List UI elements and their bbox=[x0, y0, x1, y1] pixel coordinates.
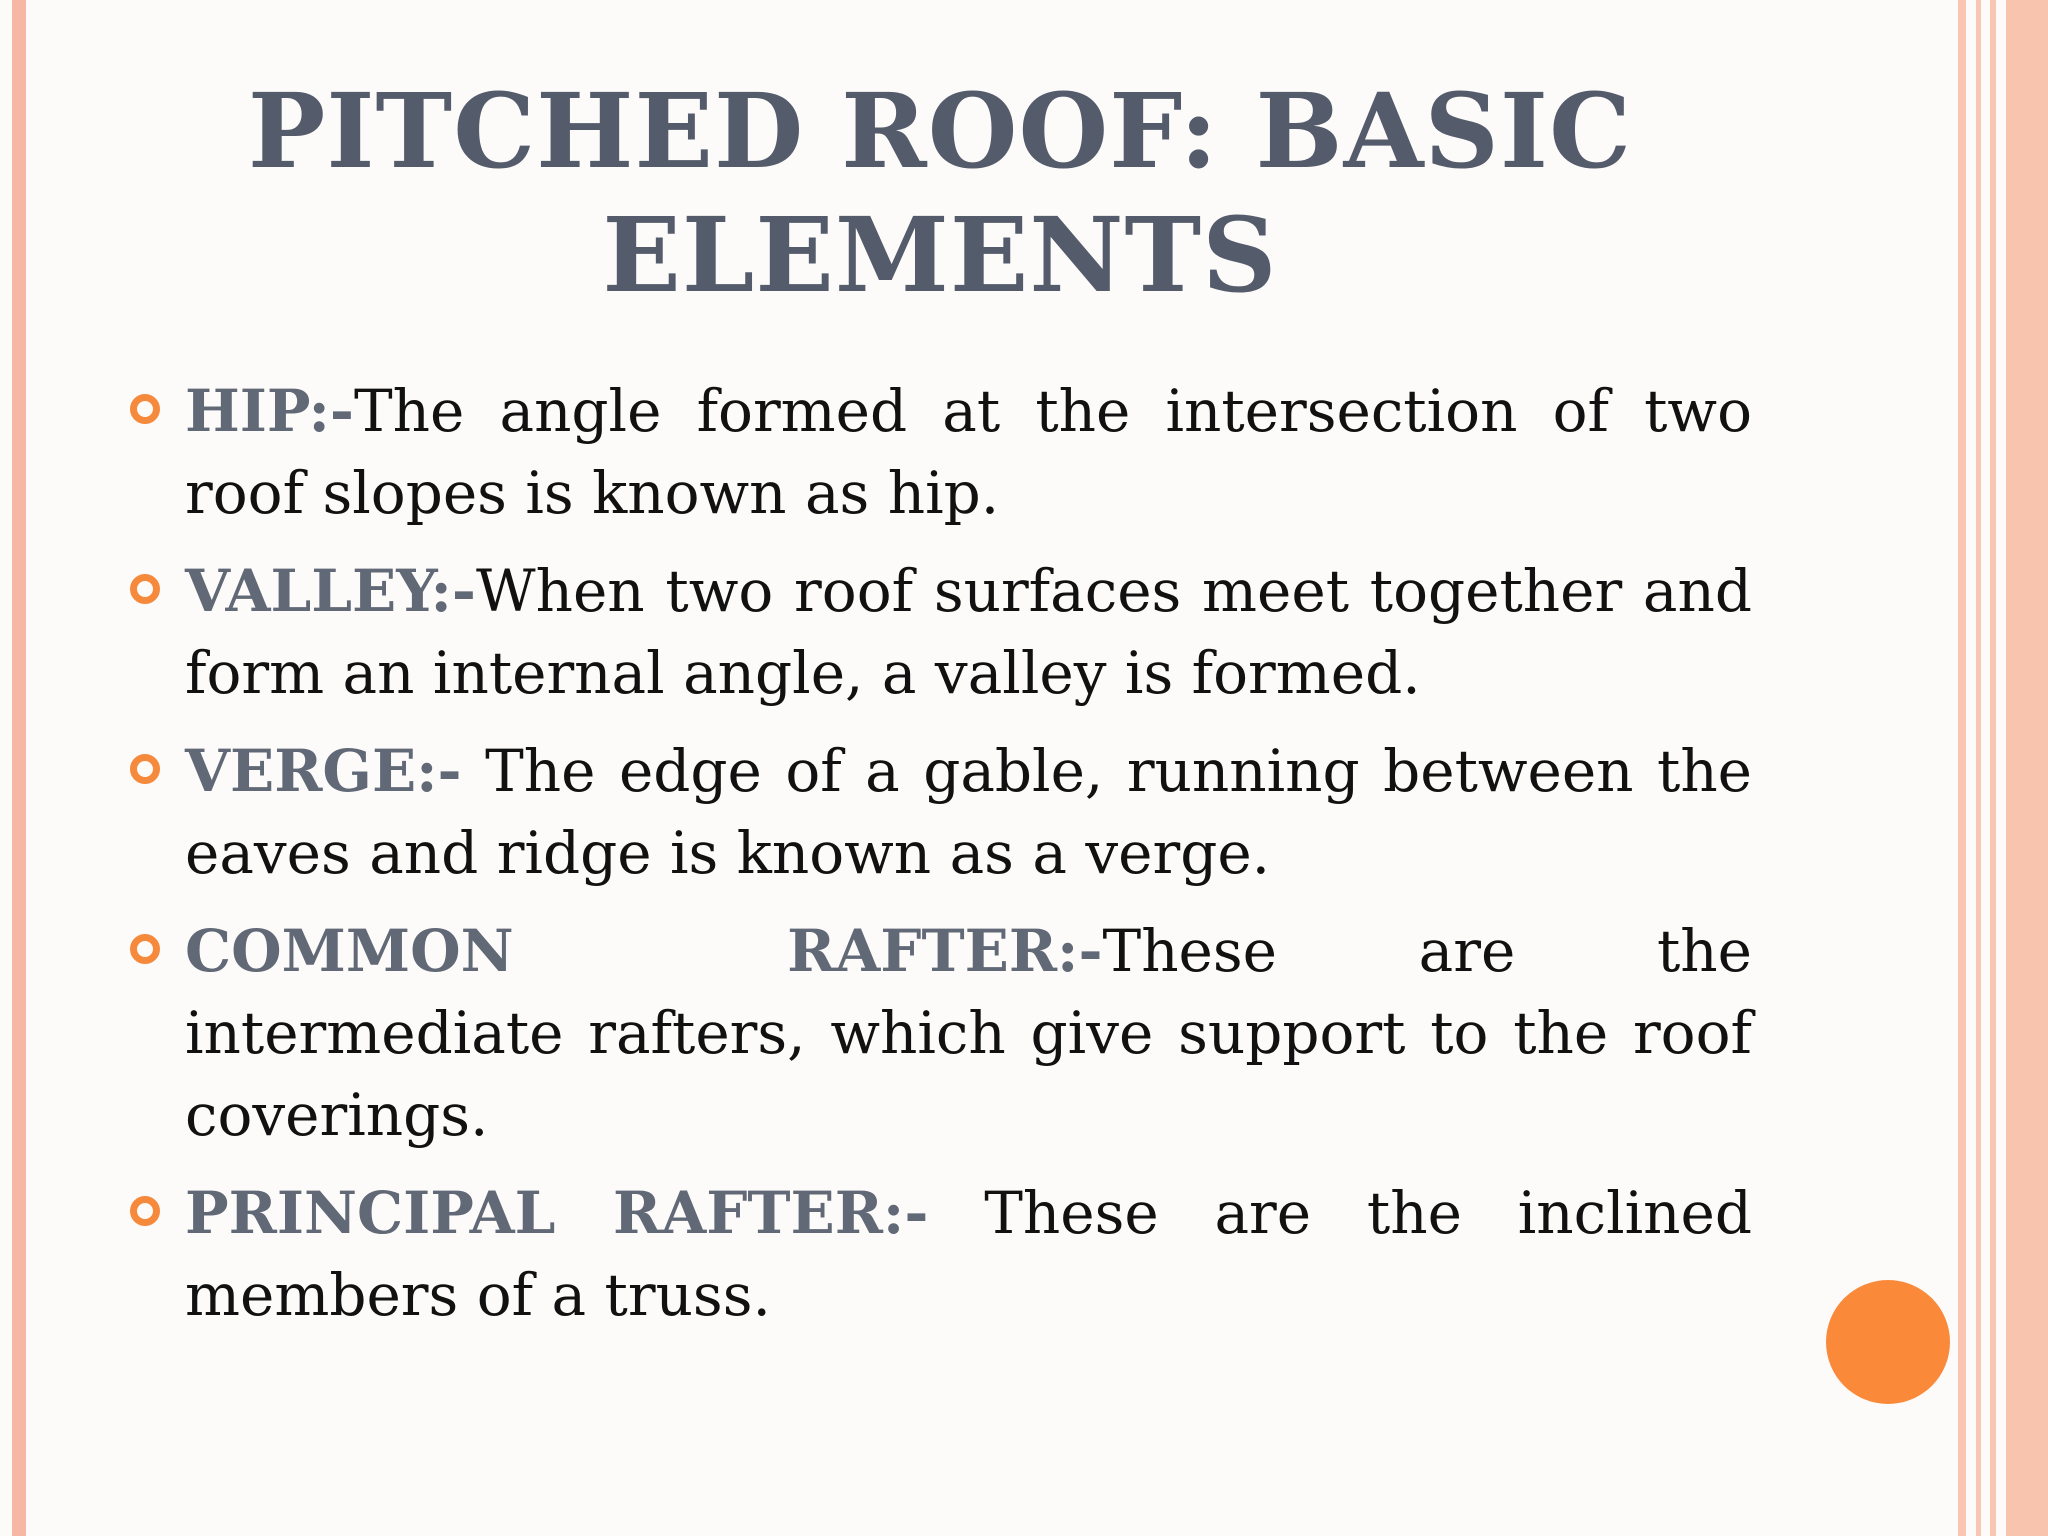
left-border-stripe bbox=[12, 0, 26, 1536]
term-description: The edge of a gable, running between the eaves and ridge is known as a verge. bbox=[185, 737, 1752, 887]
list-item bbox=[120, 550, 1752, 714]
right-border-stripe bbox=[1976, 0, 1981, 1536]
right-border-stripe bbox=[2006, 0, 2048, 1536]
bullet-list bbox=[120, 370, 1752, 1352]
term-label: COMMON RAFTER:- bbox=[185, 917, 1103, 985]
ring-bullet-icon bbox=[130, 754, 160, 784]
term-description: The angle formed at the intersection of two roof slopes is known as hip. bbox=[185, 377, 1752, 527]
ring-bullet-icon bbox=[130, 1196, 160, 1226]
ring-bullet-icon bbox=[130, 934, 160, 964]
term-label: HIP:- bbox=[185, 377, 354, 445]
term-label: VALLEY:- bbox=[185, 557, 476, 625]
list-item bbox=[120, 370, 1752, 534]
term-label: PRINCIPAL RAFTER:- bbox=[185, 1179, 929, 1247]
list-item bbox=[120, 1172, 1752, 1336]
list-item bbox=[120, 730, 1752, 894]
term-description: These are the inclined members of a truss. bbox=[185, 1179, 1752, 1329]
slide-title: PITCHED ROOF: BASIC ELEMENTS bbox=[247, 71, 1633, 316]
ring-bullet-icon bbox=[130, 574, 160, 604]
list-item bbox=[120, 910, 1752, 1156]
right-border-stripe bbox=[1990, 0, 1996, 1536]
right-border-stripe bbox=[1958, 0, 1966, 1536]
ring-bullet-icon bbox=[130, 394, 160, 424]
term-description: When two roof surfaces meet together and form an internal angle, a valley is formed. bbox=[185, 557, 1752, 707]
term-description: These are the intermediate rafters, which give support to the roof coverings. bbox=[185, 917, 1752, 1149]
orange-circle-decoration bbox=[1826, 1280, 1950, 1404]
term-label: VERGE:- bbox=[185, 737, 462, 805]
